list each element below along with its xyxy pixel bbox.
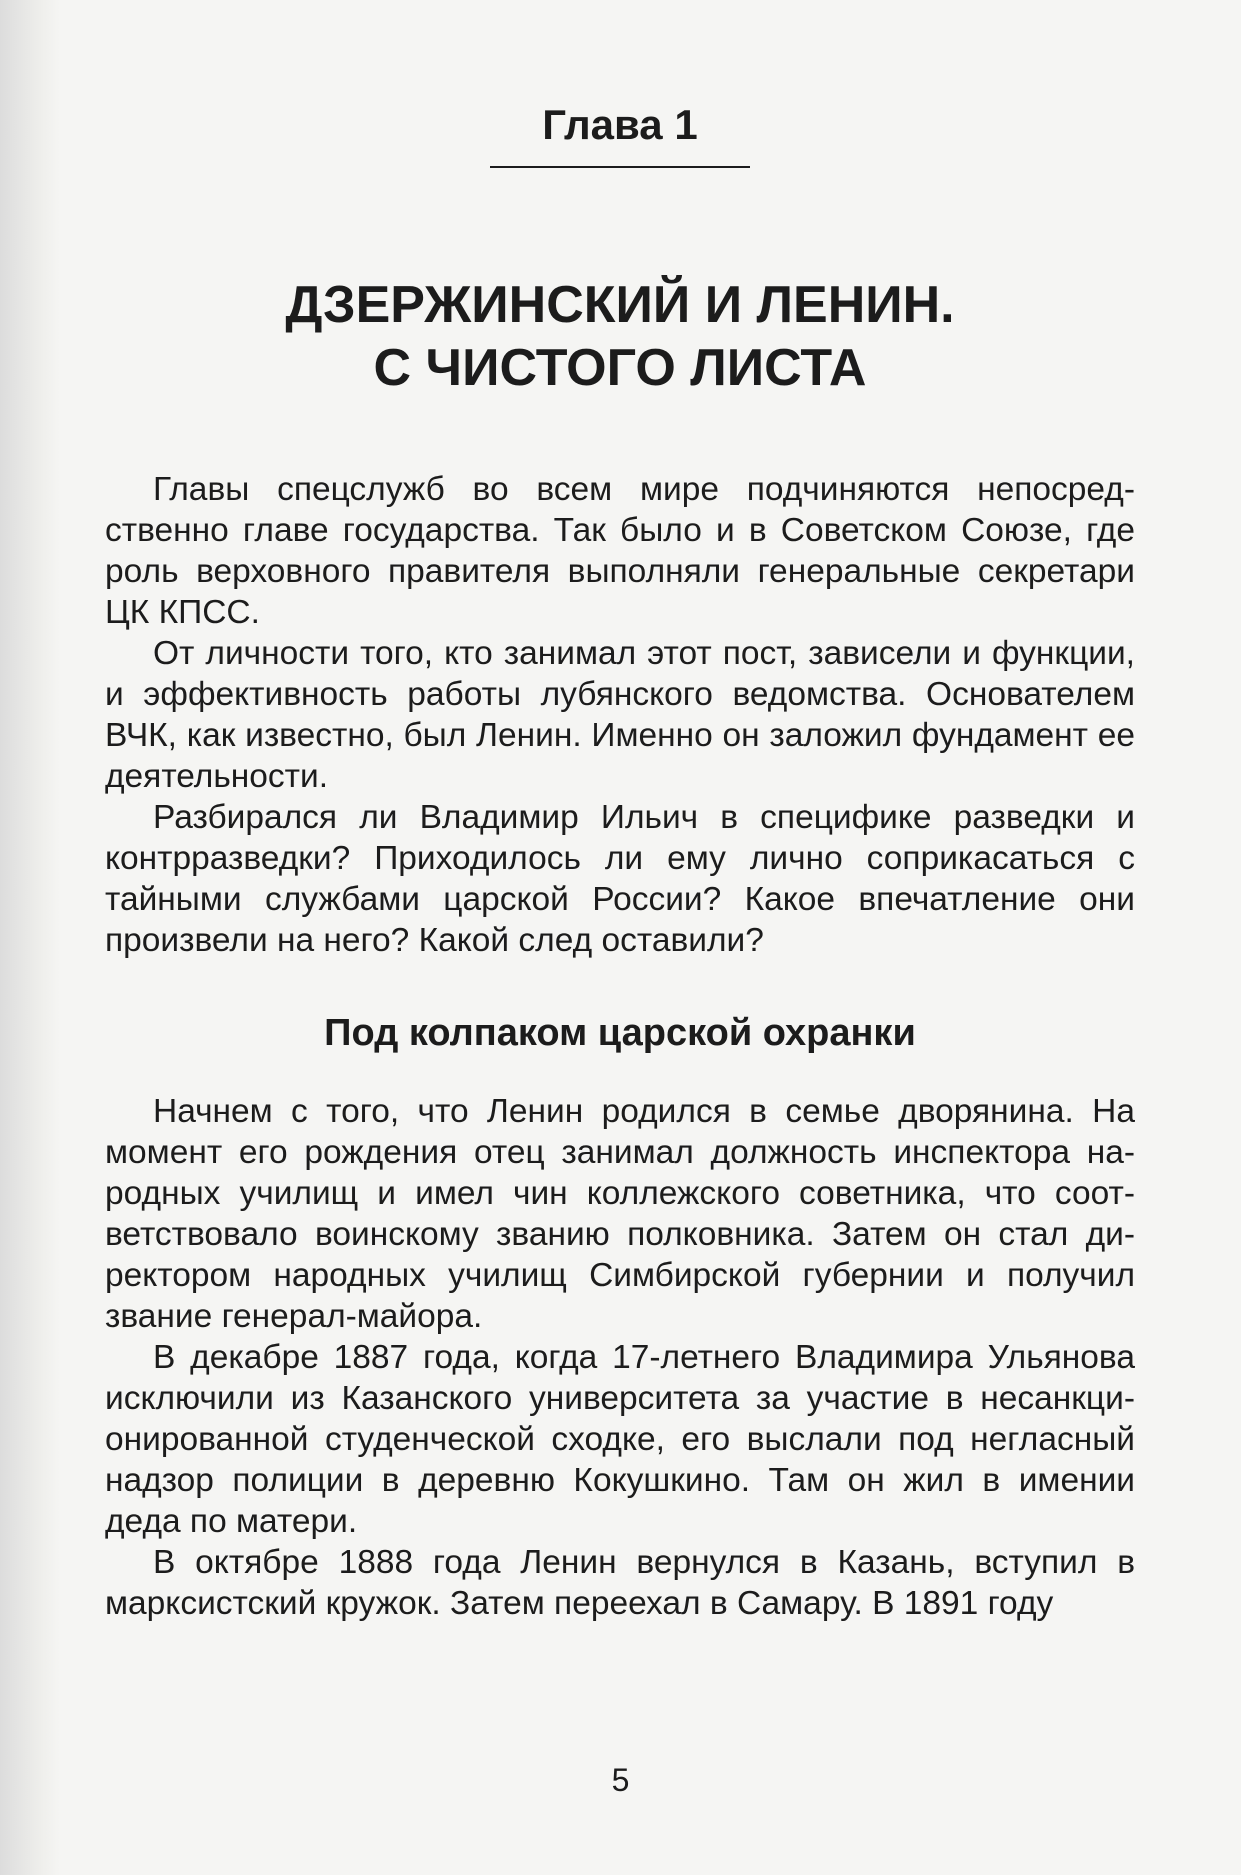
chapter-title-line-2: С ЧИСТОГО ЛИСТА	[373, 338, 867, 397]
chapter-title-line-1: ДЗЕРЖИНСКИЙ И ЛЕНИН.	[285, 276, 955, 335]
chapter-title	[105, 274, 1135, 399]
page-gutter-shadow	[0, 0, 60, 1875]
section-text	[105, 1091, 1135, 1624]
chapter-label: Глава 1	[542, 101, 698, 148]
intro-paragraph-2: От личности того, кто занимал этот пост, зависели и функции, и эффективность работы лубянского ведомства. Основателем ВЧК, как известно, был Ленин. Именно он заложил фундамент ее деятельности.	[105, 635, 1135, 796]
intro-paragraph-3: Разбирался ли Владимир Ильич в специфике разведки и контрразведки? Приходилось ли ему лично соприкасаться с тайными службами царской России? Какое впечатление они произвели на него? Какой след оставили?	[105, 799, 1135, 960]
section-paragraph-2: В декабре 1887 года, когда 17-летнего Владимира Ульянова исключили из Казанского университета за участие в несанкционированной студенческой сходке, его выслали под негласный надзор полиции в деревню Кокушкино. Там он жил в имении деда по матери.	[105, 1338, 1135, 1540]
section-paragraph-3: В октябре 1888 года Ленин вернулся в Казань, вступил в марксистский кружок. Затем переехал в Самару. В 1891 году	[105, 1543, 1135, 1622]
section-paragraph-1: Начнем с того, что Ленин родился в семье дворянина. На момент его рождения отец занимал должность инспектора народных училищ и имел чин коллежского советника, что соответствовало воинскому званию полковника. Затем он стал директором народных училищ Симбирской губернии и получил звание генерал-майора.	[105, 1092, 1135, 1335]
chapter-divider	[490, 166, 750, 168]
intro-text	[105, 469, 1135, 961]
section-title: Под колпаком царской охранки	[324, 1012, 916, 1055]
intro-paragraph-1: Главы спецслужб во всем мире подчиняются непосредственно главе государства. Так было и в Советском Союзе, где роль верховного правителя выполняли генеральные секретари ЦК КПСС.	[105, 471, 1135, 632]
page-content	[105, 100, 1135, 1624]
page-number: 5	[611, 1762, 630, 1798]
